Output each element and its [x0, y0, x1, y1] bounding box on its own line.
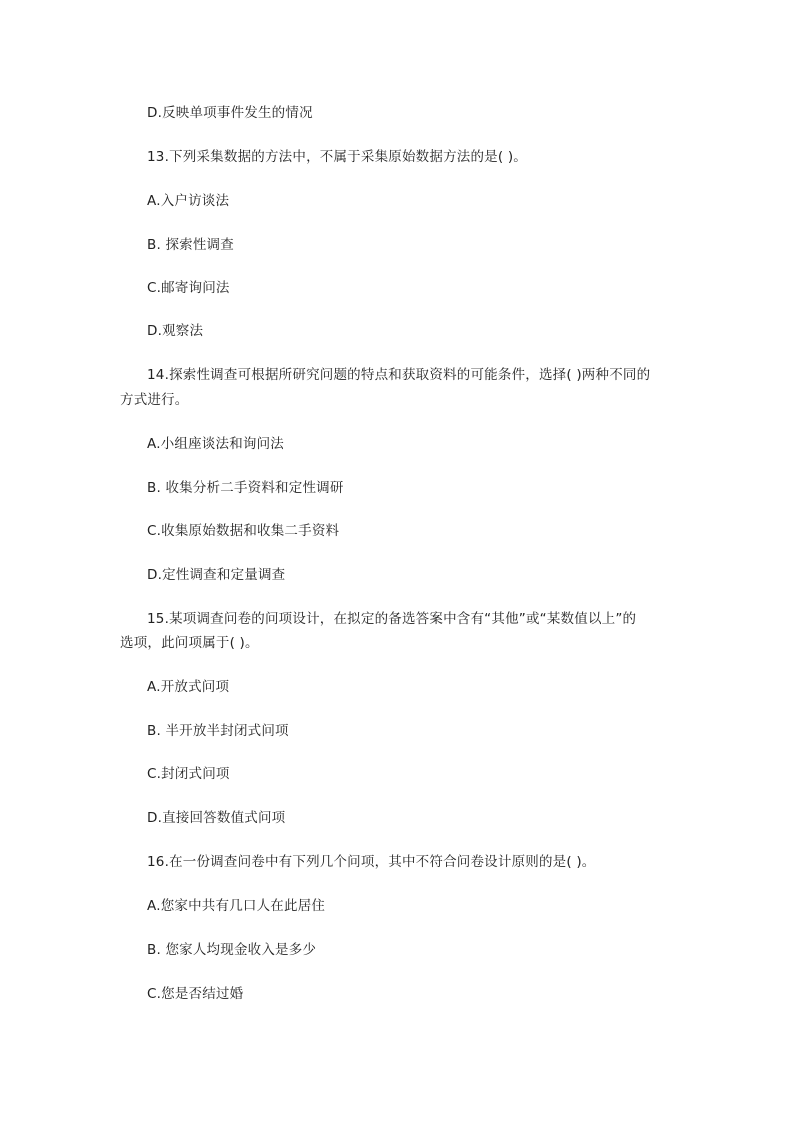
question-14: 14.探索性调查可根据所研究问题的特点和获取资料的可能条件，选择( )两种不同的 — [147, 367, 651, 383]
question-14-continued: 方式进行。 — [120, 392, 189, 408]
option-16-a: A.您家中共有几口人在此居住 — [147, 898, 326, 914]
option-15-c: C.封闭式问项 — [147, 766, 230, 782]
option-16-b: B. 您家人均现金收入是多少 — [147, 942, 317, 958]
question-15-continued: 选项，此问项属于( )。 — [120, 635, 259, 651]
option-14-a: A.小组座谈法和询问法 — [147, 436, 284, 452]
option-14-c: C.收集原始数据和收集二手资料 — [147, 523, 340, 539]
option-16-c: C.您是否结过婚 — [147, 986, 244, 1002]
option-14-b: B. 收集分析二手资料和定性调研 — [147, 480, 344, 496]
option-13-d: D.观察法 — [147, 323, 204, 339]
option-15-b: B. 半开放半封闭式问项 — [147, 723, 289, 739]
option-14-d: D.定性调查和定量调查 — [147, 567, 286, 583]
option-12-d: D.反映单项事件发生的情况 — [147, 105, 313, 121]
option-15-d: D.直接回答数值式问项 — [147, 810, 286, 826]
option-15-a: A.开放式问项 — [147, 679, 230, 695]
option-13-a: A.入户访谈法 — [147, 193, 230, 209]
question-16: 16.在一份调查问卷中有下列几个问项，其中不符合问卷设计原则的是( )。 — [147, 854, 596, 870]
option-13-c: C.邮寄询问法 — [147, 280, 230, 296]
question-13: 13.下列采集数据的方法中，不属于采集原始数据方法的是( )。 — [147, 149, 527, 165]
option-13-b: B. 探索性调查 — [147, 237, 234, 253]
question-15: 15.某项调查问卷的问项设计，在拟定的备选答案中含有“其他”或“某数值以上”的 — [147, 611, 637, 627]
